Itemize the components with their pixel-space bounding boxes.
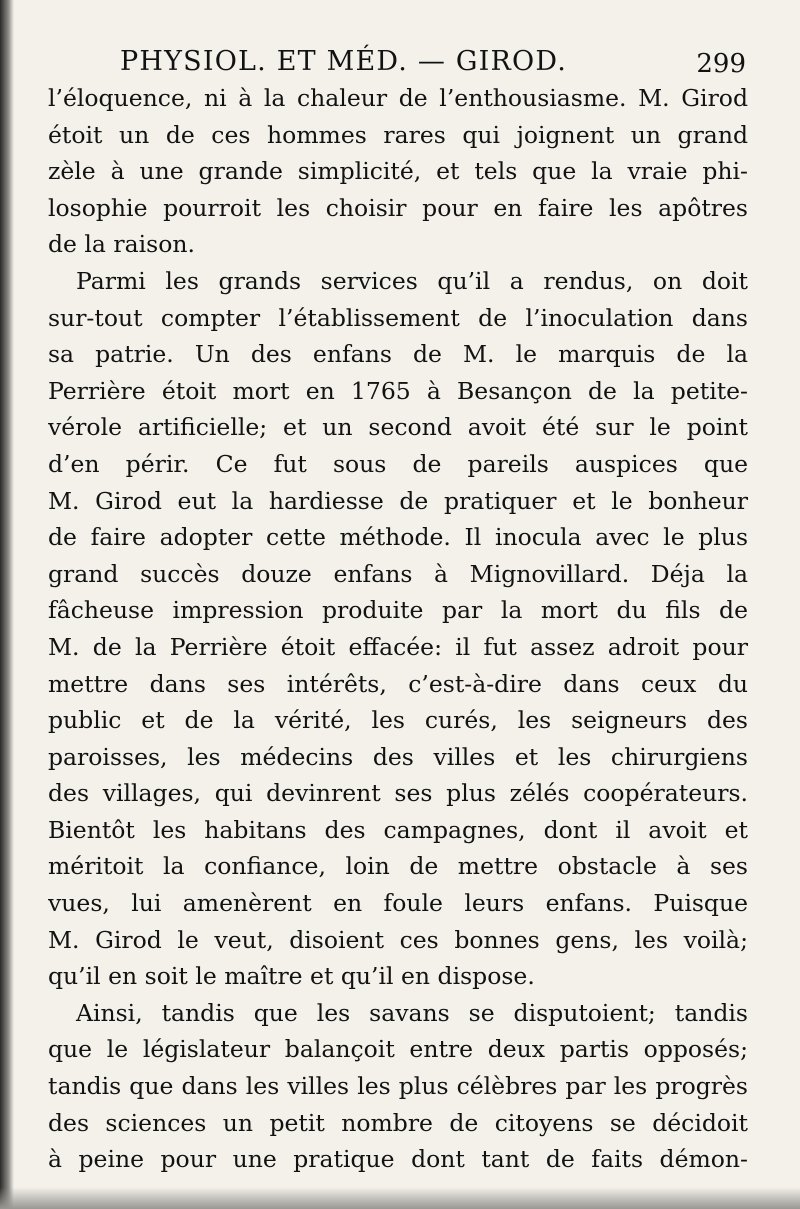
text-line: de la raison. [48,230,195,259]
text-line: des villages, qui devinrent ses plus zélés coopérateurs. [48,779,748,808]
text-line: paroisses, les médecins des villes et les chirurgiens [48,742,748,771]
text-line: M. Girod eut la hardiesse de pratiquer et le bonheur [48,486,748,515]
text-line: à peine pour une pratique dont tant de faits démon- [48,1145,748,1174]
text-line: des sciences un petit nombre de citoyens se décidoit [48,1108,748,1137]
text-line: vérole artificielle; et un second avoit été sur le point [48,413,748,442]
text-line: M. de la Perrière étoit effacée: il fut assez adroit pour [48,632,748,661]
text-line: sur-tout compter l’établissement de l’inoculation dans [48,303,748,332]
body-text [48,80,748,1178]
text-line: Bientôt les habitans des campagnes, dont il avoit et [48,815,748,844]
text-line: mettre dans ses intérêts, c’est-à-dire dans ceux du [48,669,748,698]
text-line: fâcheuse impression produite par la mort du fils de [48,596,748,625]
text-line: zèle à une grande simplicité, et tels que la vraie phi- [48,157,748,186]
paragraph-first-line: Parmi les grands services qu’il a rendus, on doit [76,266,748,295]
text-line: qu’il en soit le maître et qu’il en dispose. [48,962,535,991]
text-line: sa patrie. Un des enfans de M. le marquis de la [48,340,748,369]
text-line: de faire adopter cette méthode. Il inocula avec le plus [48,523,748,552]
text-line: l’éloquence, ni à la chaleur de l’enthousiasme. M. Girod [48,84,748,112]
page-gutter-shadow [0,0,14,1209]
text-line: d’en périr. Ce fut sous de pareils auspices que [48,449,748,478]
text-line: méritoit la confiance, loin de mettre obstacle à ses [48,852,748,881]
page-number: 299 [696,49,746,79]
text-line: grand succès douze enfans à Mignovillard. Déja la [48,559,748,588]
text-line: losophie pourroit les choisir pour en faire les apôtres [48,193,748,222]
running-head: PHYSIOL. ET MÉD. — GIROD. [120,46,567,77]
page-bottom-shadow [0,1187,800,1209]
text-line: que le législateur balançoit entre deux partis opposés; [48,1035,748,1064]
text-line: public et de la vérité, les curés, les seigneurs des [48,706,748,735]
text-line: M. Girod le veut, disoient ces bonnes gens, les voilà; [48,925,748,954]
text-line: Perrière étoit mort en 1765 à Besançon de la petite- [48,376,748,405]
text-line: vues, lui amenèrent en foule leurs enfans. Puisque [48,889,748,918]
text-line: tandis que dans les villes les plus célèbres par les progrès [48,1072,748,1101]
text-line: étoit un de ces hommes rares qui joignent un grand [48,120,748,149]
paragraph-first-line: Ainsi, tandis que les savans se disputoient; tandis [76,998,748,1027]
